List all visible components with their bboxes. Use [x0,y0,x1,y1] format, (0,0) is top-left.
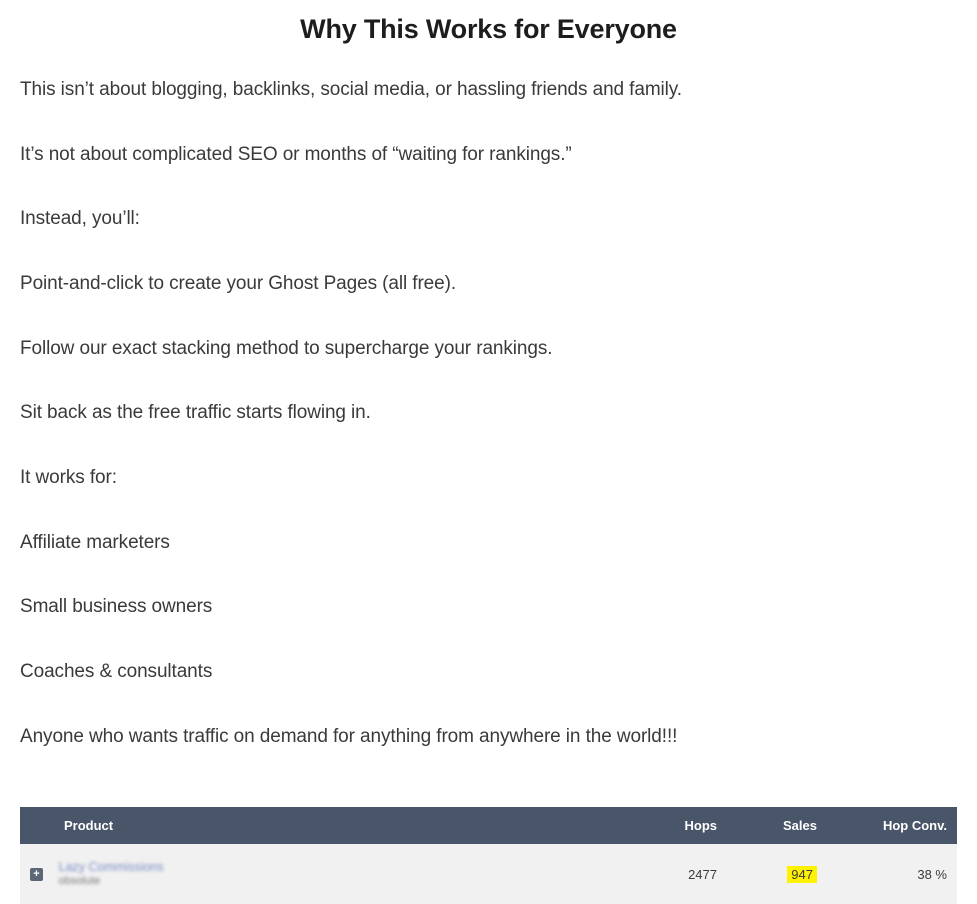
hop-conv-value: 38 % [827,844,957,904]
table-header [20,807,957,844]
expand-row-icon[interactable]: + [30,868,43,881]
paragraph-7: It works for: [20,466,117,488]
table-row [20,844,957,904]
paragraph-11: Anyone who wants traffic on demand for anything from anywhere in the world!!! [20,725,678,747]
paragraph-5: Follow our exact stacking method to supercharge your rankings. [20,337,553,359]
product-subtitle: obsolute [58,875,101,888]
product-info [59,860,164,888]
paragraph-4: Point-and-click to create your Ghost Pages (all free). [20,273,457,295]
paragraph-2: It’s not about complicated SEO or months of “waiting for rankings.” [20,143,572,165]
stats-table-container [0,807,977,904]
table-body [20,844,957,904]
product-cell [20,844,617,904]
paragraph-8: Affiliate marketers [20,531,170,553]
paragraph-9: Small business owners [20,596,213,618]
hops-value: 2477 [617,844,727,904]
column-header-product: Product [20,807,617,844]
column-header-hops: Hops [617,807,727,844]
column-header-sales: Sales [727,807,827,844]
sales-value-highlighted: 947 [787,866,817,883]
paragraph-6: Sit back as the free traffic starts flowing in. [20,402,371,424]
paragraph-1: This isn’t about blogging, backlinks, social media, or hassling friends and family. [20,79,682,101]
paragraph-10: Coaches & consultants [20,660,213,682]
column-header-hop-conv: Hop Conv. [827,807,957,844]
page-title: Why This Works for Everyone [300,14,677,44]
paragraph-3: Instead, you’ll: [20,208,140,230]
sales-cell [727,844,827,904]
stats-table [20,807,957,904]
product-name: Lazy Commissions [58,860,164,875]
table-header-row [20,807,957,844]
document-page [0,12,977,749]
document-body [20,77,957,749]
